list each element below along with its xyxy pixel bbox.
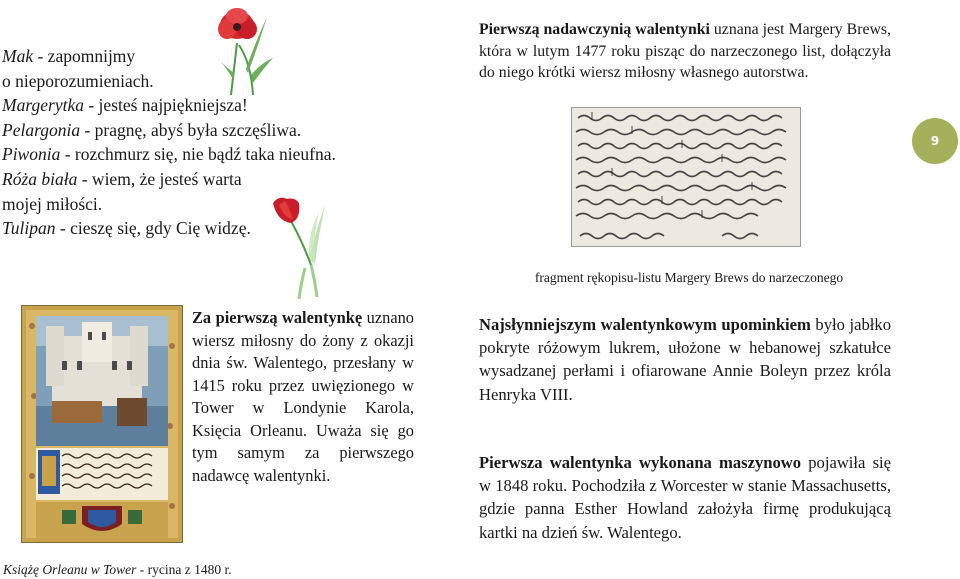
page-number-badge: 9 <box>912 118 958 164</box>
machine-made-valentine-paragraph: Pierwsza walentynka wykonana maszynowo pojawiła się w 1848 roku. Pochodziła z Worcester w stanie Massachusetts, gdzie panna Esther Howland założyła firmę produkującą kartki na dzień św. Walentego. <box>479 453 891 542</box>
famous-gift-paragraph: Najsłynniejszym walentynkowym upominkiem było jabłko pokryte różowym lukrem, ułożone w hebanowej szkatułce wysadzanej perłami i ofiarowane Annie Boleyn przez króla Henryka VIII. <box>479 315 891 404</box>
flower-item-tulipan: Tulipan - cieszę się, gdy Cię widzę. <box>2 218 251 239</box>
first-sender-paragraph: Pierwszą nadawczynią walentynki uznana jest Margery Brews, która w lutym 1477 roku pisząc do narzeczonego list, dołączyła do niego krótki wiersz miłosny własnego autorstwa. <box>479 21 891 81</box>
miniature-caption: Książę Orleanu w Tower - rycina z 1480 r. <box>3 562 232 577</box>
manuscript-letter-image <box>571 107 801 247</box>
flower-item-mak-cont: o nieporozumieniach. <box>2 70 154 91</box>
flower-item-pelargonia: Pelargonia - pragnę, abyś była szczęśliwa. <box>2 119 302 140</box>
flower-meanings-list <box>2 44 336 241</box>
flower-item-roza-biala-cont: mojej miłości. <box>2 193 103 214</box>
tulip-illustration <box>265 193 330 303</box>
first-valentine-paragraph: Za pierwszą walentynkę uznano wiersz miłosny do żony z okazji dnia św. Walentego, przesłany w 1415 roku przez uwięzionego w Tower w Londynie Karola, Księcia Orleanu. Uważa się go tym samym za pierwszego nadawcę walentynki. <box>192 308 414 485</box>
flower-item-margerytka: Margerytka - jesteś najpiękniejsza! <box>2 95 248 116</box>
tower-miniature-image <box>21 305 183 543</box>
manuscript-caption: fragment rękopisu-listu Margery Brews do narzeczonego <box>534 270 844 285</box>
flower-item-roza-biala: Róża biała - wiem, że jesteś warta <box>2 168 242 189</box>
flower-item-mak: Mak - zapomnijmy <box>2 46 136 66</box>
flower-item-piwonia: Piwonia - rozchmurz się, nie bądź taka nieufna. <box>2 144 336 165</box>
